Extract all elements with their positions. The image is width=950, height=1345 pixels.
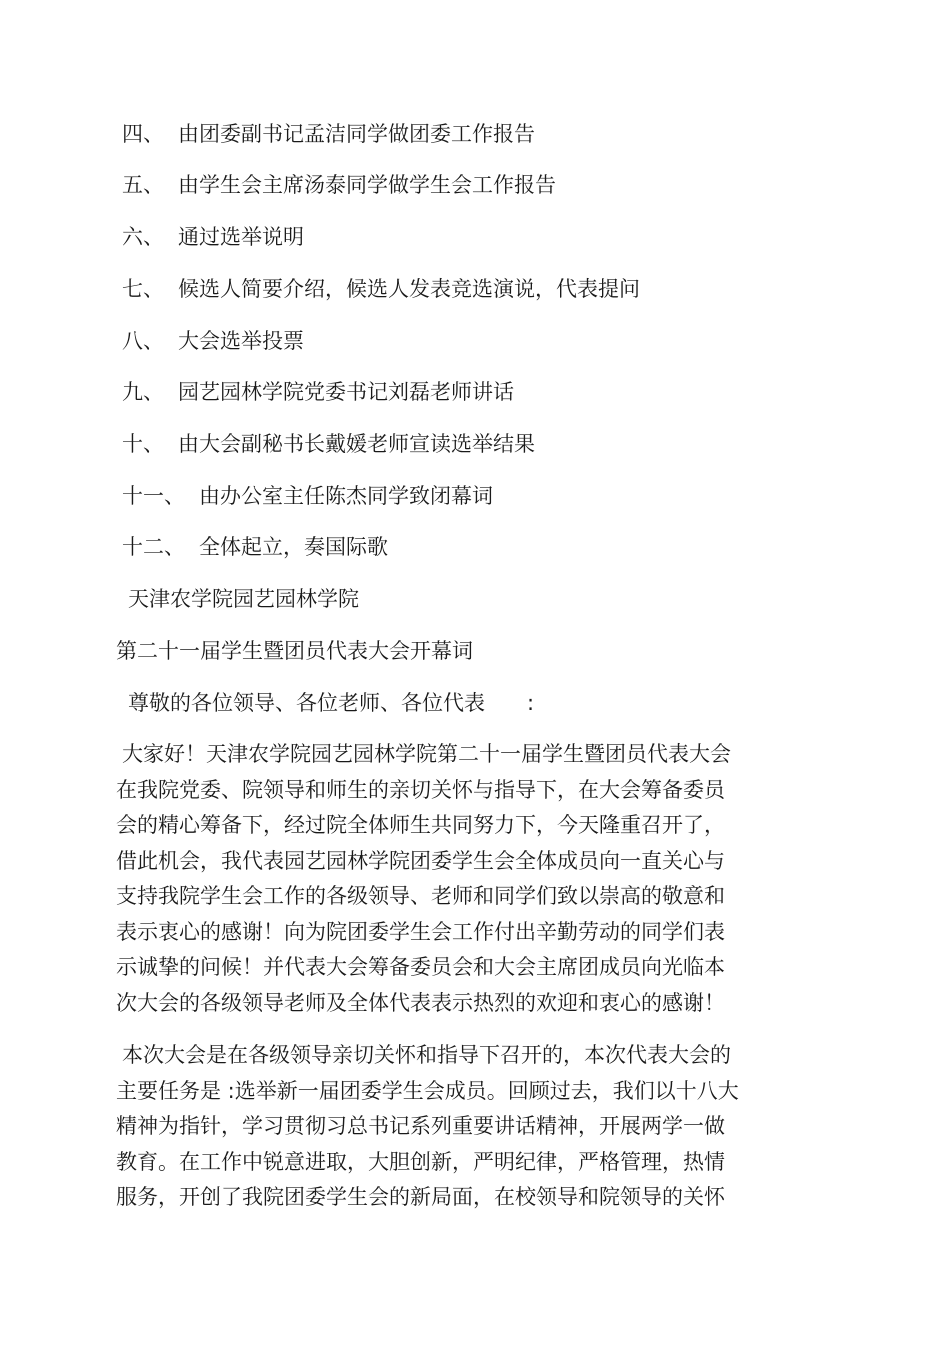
- paragraph-line: 在我院党委、院领导和师生的亲切关怀与指导下，在大会筹备委员: [116, 777, 725, 802]
- paragraph-line: 服务，开创了我院团委学生会的新局面，在校领导和院领导的关怀: [116, 1185, 725, 1209]
- agenda-item-8: [122, 328, 304, 354]
- agenda-number: 九、: [122, 380, 164, 404]
- paragraph-1: [116, 737, 836, 1021]
- agenda-text: 由团委副书记孟洁同学做团委工作报告: [178, 122, 535, 146]
- paragraph-line: 本次大会是在各级领导亲切关怀和指导下召开的，本次代表大会的: [122, 1043, 731, 1067]
- paragraph-line: 次大会的各级领导老师及全体代表表示热烈的欢迎和衷心的感谢！: [116, 990, 725, 1015]
- agenda-item-11: [122, 483, 493, 509]
- school-name-line: 天津农学院园艺园林学院: [128, 587, 359, 611]
- agenda-text: 由学生会主席汤泰同学做学生会工作报告: [178, 173, 556, 197]
- agenda-item-12: [122, 534, 388, 560]
- agenda-item-4: [122, 121, 535, 147]
- agenda-item-5: [122, 172, 556, 198]
- agenda-text: 由大会副秘书长戴媛老师宣读选举结果: [178, 432, 535, 456]
- agenda-number: 十、: [122, 432, 164, 456]
- paragraph-line: 教育。在工作中锐意进取，大胆创新，严明纪律，严格管理，热情: [116, 1149, 725, 1174]
- paragraph-line: 表示衷心的感谢！向为院团委学生会工作付出辛勤劳动的同学们表: [116, 919, 725, 944]
- agenda-text: 大会选举投票: [178, 329, 304, 353]
- agenda-number: 六、: [122, 225, 164, 249]
- agenda-item-7: [122, 276, 640, 302]
- agenda-item-10: [122, 431, 535, 457]
- agenda-text: 候选人简要介绍，候选人发表竞选演说，代表提问: [178, 277, 640, 301]
- agenda-text: 全体起立，奏国际歌: [199, 535, 388, 559]
- agenda-text: 由办公室主任陈杰同学致闭幕词: [199, 484, 493, 508]
- paragraph-line: 主要任务是 :选举新一届团委学生会成员。回顾过去，我们以十八大: [116, 1078, 739, 1103]
- agenda-text: 通过选举说明: [178, 225, 304, 249]
- agenda-number: 四、: [122, 122, 164, 146]
- agenda-text: 园艺园林学院党委书记刘磊老师讲话: [178, 380, 514, 404]
- agenda-number: 五、: [122, 173, 164, 197]
- agenda-number: 十二、: [122, 535, 185, 559]
- paragraph-line: 会的精心筹备下，经过院全体师生共同努力下，今天隆重召开了，: [116, 813, 725, 837]
- agenda-item-9: [122, 379, 514, 405]
- agenda-number: 七、: [122, 277, 164, 301]
- speech-title: 第二十一届学生暨团员代表大会开幕词: [116, 639, 473, 663]
- paragraph-2: [116, 1038, 836, 1216]
- agenda-number: 十一、: [122, 484, 185, 508]
- paragraph-line: 精神为指针，学习贯彻习总书记系列重要讲话精神，开展两学一做: [116, 1114, 725, 1138]
- paragraph-line: 示诚挚的问候！并代表大会筹备委员会和大会主席团成员向光临本: [116, 955, 725, 979]
- salutation: 尊敬的各位领导、各位老师、各位代表 :: [128, 691, 535, 715]
- paragraph-line: 借此机会，我代表园艺园林学院团委学生会全体成员向一直关心与: [116, 848, 725, 873]
- paragraph-line: 大家好！天津农学院园艺园林学院第二十一届学生暨团员代表大会: [122, 742, 731, 766]
- agenda-number: 八、: [122, 329, 164, 353]
- paragraph-line: 支持我院学生会工作的各级领导、老师和同学们致以崇高的敬意和: [116, 884, 725, 908]
- agenda-item-6: [122, 224, 304, 250]
